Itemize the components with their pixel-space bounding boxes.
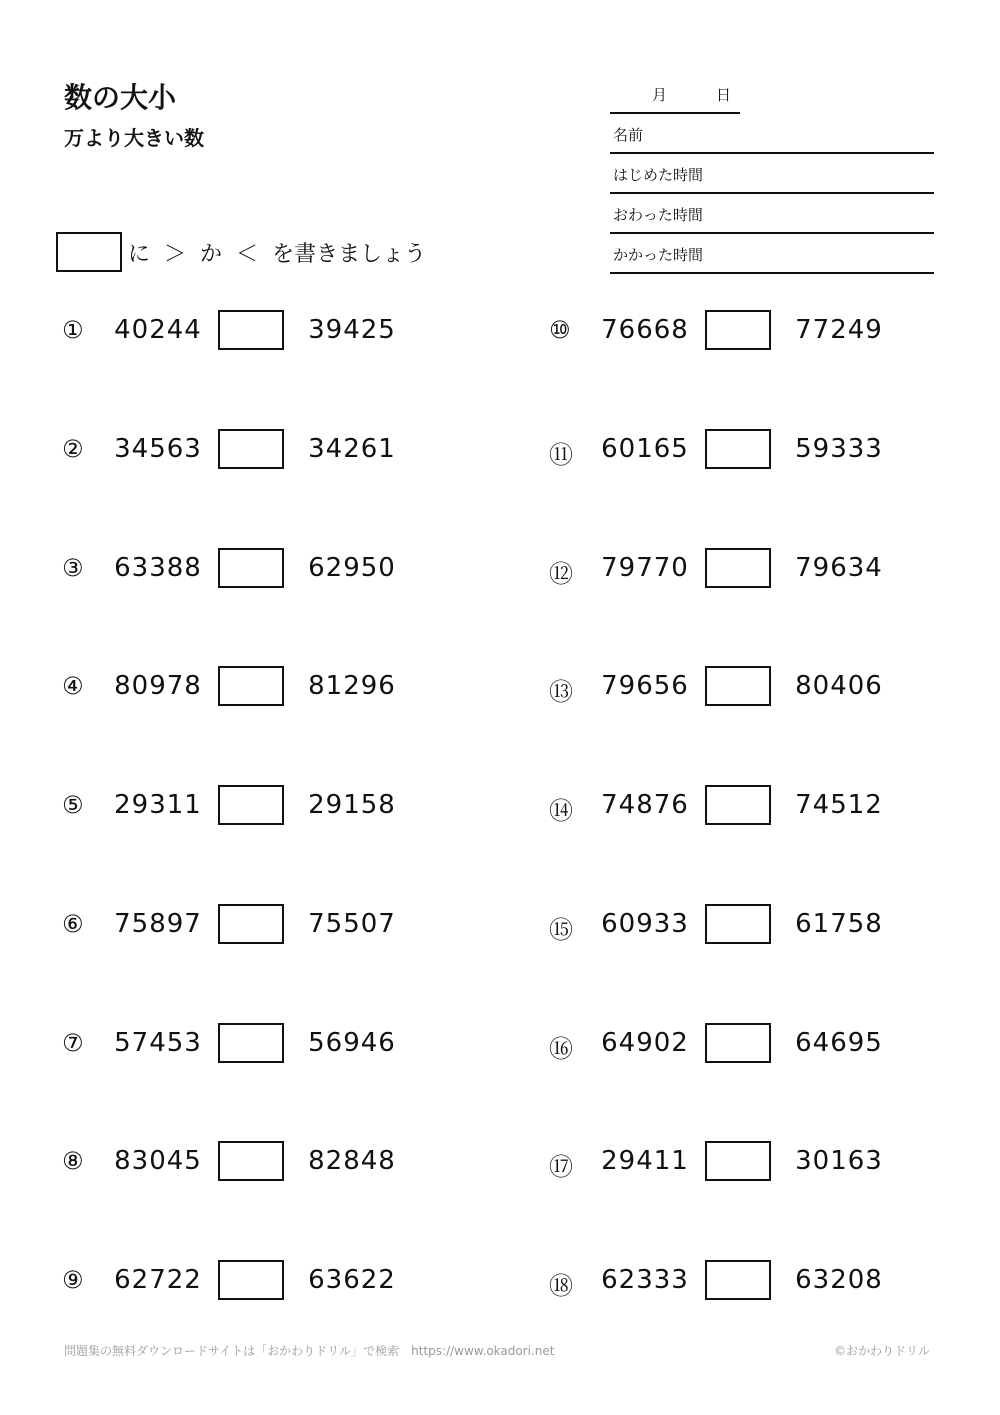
- right-number: 77249: [795, 315, 883, 345]
- left-number: 60933: [601, 908, 689, 939]
- left-number: 83045: [114, 1146, 202, 1177]
- left-number: 60165: [601, 433, 689, 464]
- problem-number: ⑬: [549, 678, 574, 707]
- left-number: 79656: [601, 671, 689, 702]
- instruction: [56, 232, 426, 272]
- problem-item: [549, 1023, 909, 1063]
- problem-number: ⑫: [549, 559, 574, 588]
- left-number: 57453: [114, 1027, 202, 1058]
- left-number: 64902: [601, 1027, 689, 1058]
- answer-box[interactable]: [218, 1260, 284, 1300]
- right-number: 29158: [308, 790, 396, 820]
- answer-box[interactable]: [705, 429, 771, 469]
- footer-site-text: 問題集の無料ダウンロードサイトは「おかわりドリル」で検索 https://www.okadori.net: [64, 1344, 555, 1358]
- page-subtitle: 万より大きい数: [64, 126, 204, 150]
- month-label: 月: [652, 86, 668, 104]
- problem-number: ⑨: [62, 1266, 85, 1294]
- instruction-or: か: [200, 241, 223, 267]
- problem-item: [62, 1260, 422, 1300]
- right-number: 82848: [308, 1146, 396, 1177]
- left-number: 75897: [114, 908, 202, 939]
- problem-number: ⑦: [62, 1028, 85, 1057]
- problem-item: [62, 310, 422, 350]
- problem-number: ⑤: [62, 791, 85, 819]
- problem-number: ⑭: [549, 797, 574, 825]
- problem-number: ⑰: [549, 1153, 574, 1182]
- problem-item: [62, 1023, 422, 1063]
- right-number: 74512: [795, 790, 883, 820]
- right-number: 63208: [795, 1265, 883, 1295]
- left-number: 63388: [114, 552, 202, 583]
- left-number: 29411: [601, 1146, 689, 1177]
- problem-item: [62, 904, 422, 944]
- elapsed-time-field[interactable]: かかった時間: [610, 234, 934, 274]
- right-number: 80406: [795, 671, 883, 702]
- date-field[interactable]: [610, 76, 740, 114]
- problem-item: [62, 1141, 422, 1181]
- instruction-text-2: を書きましょう: [272, 241, 427, 267]
- right-number: 62950: [308, 552, 396, 583]
- right-number: 61758: [795, 908, 883, 939]
- problem-item: [549, 1260, 909, 1300]
- day-label: 日: [716, 86, 732, 104]
- answer-box[interactable]: [218, 785, 284, 825]
- end-time-field[interactable]: おわった時間: [610, 194, 934, 234]
- problem-number: ⑮: [549, 915, 574, 944]
- start-time-field[interactable]: はじめた時間: [610, 154, 934, 194]
- right-number: 64695: [795, 1027, 883, 1058]
- problem-number: ⑯: [549, 1034, 574, 1063]
- right-number: 56946: [308, 1027, 396, 1058]
- page-title: 数の大小: [64, 81, 177, 114]
- problem-item: [549, 666, 909, 706]
- problem-number: ②: [62, 434, 85, 463]
- footer-copyright: ©おかわりドリル: [833, 1344, 930, 1358]
- answer-box[interactable]: [218, 429, 284, 469]
- right-number: 34261: [308, 433, 396, 464]
- problem-item: [549, 548, 909, 588]
- answer-box[interactable]: [705, 1260, 771, 1300]
- answer-box[interactable]: [705, 310, 771, 350]
- problem-item: [549, 310, 909, 350]
- answer-box[interactable]: [218, 666, 284, 706]
- answer-box[interactable]: [705, 666, 771, 706]
- answer-box[interactable]: [218, 904, 284, 944]
- problem-number: ③: [62, 553, 85, 582]
- problem-item: [62, 785, 422, 825]
- problem-item: [549, 785, 909, 825]
- problem-number: ⑥: [62, 909, 85, 938]
- problem-number: ⑩: [549, 316, 572, 344]
- problem-number: ⑧: [62, 1147, 85, 1176]
- problem-number: ①: [62, 316, 85, 344]
- problem-item: [549, 429, 909, 469]
- right-number: 39425: [308, 315, 396, 345]
- answer-box[interactable]: [705, 1023, 771, 1063]
- left-number: 74876: [601, 790, 689, 820]
- right-number: 75507: [308, 908, 396, 939]
- answer-box[interactable]: [218, 1023, 284, 1063]
- name-field[interactable]: 名前: [610, 114, 934, 154]
- problem-number: ⑱: [549, 1272, 574, 1300]
- right-number: 79634: [795, 552, 883, 583]
- greater-than-symbol: ＞: [164, 241, 187, 267]
- problem-item: [62, 429, 422, 469]
- answer-box[interactable]: [705, 548, 771, 588]
- left-number: 62722: [114, 1265, 202, 1295]
- problem-number: ⑪: [549, 440, 574, 469]
- problem-item: [62, 548, 422, 588]
- left-number: 79770: [601, 552, 689, 583]
- problem-number: ④: [62, 672, 85, 701]
- left-number: 76668: [601, 315, 689, 345]
- right-number: 59333: [795, 433, 883, 464]
- info-panel: [610, 76, 934, 274]
- less-than-symbol: ＜: [236, 241, 259, 267]
- answer-box[interactable]: [705, 904, 771, 944]
- left-number: 29311: [114, 790, 202, 820]
- left-number: 40244: [114, 315, 202, 345]
- right-number: 30163: [795, 1146, 883, 1177]
- answer-box[interactable]: [218, 310, 284, 350]
- problem-item: [549, 1141, 909, 1181]
- right-number: 81296: [308, 671, 396, 702]
- problem-item: [549, 904, 909, 944]
- answer-box[interactable]: [705, 785, 771, 825]
- left-number: 80978: [114, 671, 202, 702]
- problem-item: [62, 666, 422, 706]
- answer-box[interactable]: [705, 1141, 771, 1181]
- answer-box[interactable]: [218, 1141, 284, 1181]
- example-answer-box: [56, 232, 122, 272]
- answer-box[interactable]: [218, 548, 284, 588]
- left-number: 62333: [601, 1265, 689, 1295]
- right-number: 63622: [308, 1265, 396, 1295]
- instruction-text-1: に: [128, 241, 151, 267]
- left-number: 34563: [114, 433, 202, 464]
